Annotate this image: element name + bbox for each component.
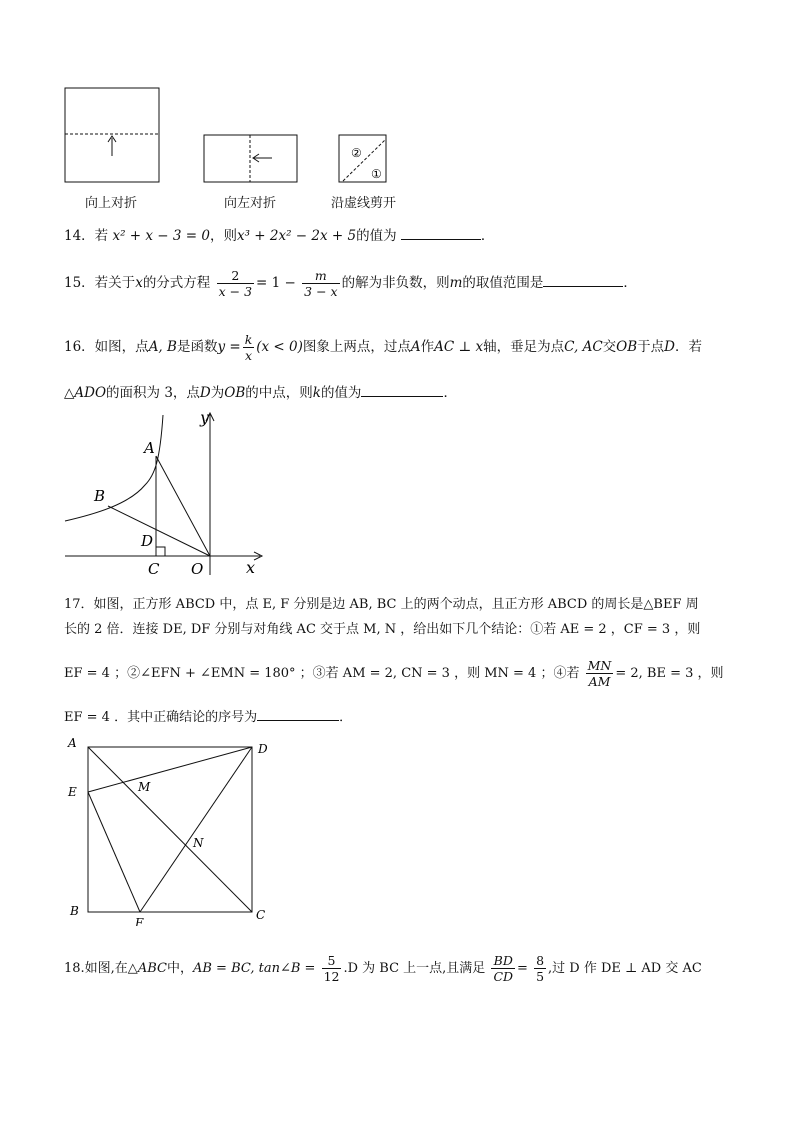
q18-tri: ABC (137, 961, 167, 976)
q16-tri-sym: △ (64, 385, 75, 401)
q15-answer-blank[interactable] (543, 272, 623, 287)
q18-t3: AB = BC, tan∠B = (192, 961, 316, 976)
q15-f2-num: m (302, 268, 339, 284)
label-m: M (138, 780, 151, 794)
q18-f3-den: 5 (536, 969, 545, 984)
q18-fraction-3 (534, 953, 546, 984)
question-16-line-1 (64, 332, 702, 363)
q15-eq-mid: = 1 − (256, 275, 296, 291)
q16-answer-blank[interactable] (361, 382, 443, 397)
q16-pd2: D (199, 385, 211, 401)
q16-pa: A (410, 339, 421, 355)
q15-tail: 的解为非负数，则 (341, 275, 450, 291)
q15-fraction-2 (302, 268, 339, 299)
mark-1: ① (371, 167, 382, 181)
q16-func-y: y = (217, 339, 241, 355)
label-c: C (148, 560, 160, 578)
caption-fold-left: 向左对折 (224, 196, 277, 211)
q16-t9: 的面积为 3，点 (106, 385, 200, 401)
q15-end: ． (623, 275, 637, 291)
q16-pob: OB (616, 339, 638, 355)
q16-t6: 交 (602, 339, 617, 355)
q16-end: ． (443, 385, 457, 401)
q16-cond: (x < 0) (256, 339, 303, 355)
q18-t1: 18.如图,在△ (64, 961, 138, 976)
q16-f-num: k (244, 332, 253, 347)
label-a: A (68, 736, 77, 750)
q14-answer-blank[interactable] (401, 225, 481, 240)
fold-figure (60, 84, 400, 188)
q18-f1-den: 12 (323, 969, 340, 984)
q14-end: ． (480, 228, 495, 244)
q17-fraction (586, 658, 614, 689)
q16-t10: 为 (210, 385, 225, 401)
q14-expression: x³ + 2x² − 2x + 5 (236, 228, 357, 244)
q16-perp: AC ⊥ x (434, 339, 484, 355)
q15-f1-den: x − 3 (218, 284, 253, 299)
q15-f1-num: 2 (217, 268, 254, 284)
hyperbola-curve (65, 415, 163, 521)
q18-f3-num: 8 (536, 953, 545, 968)
segment-de (88, 747, 252, 792)
q16-t8: ．若 (674, 339, 702, 355)
q18-fraction-1 (322, 953, 342, 984)
question-17-line-3 (64, 658, 724, 689)
q15-tail2: 的取值范围是 (462, 275, 544, 291)
square-fold-up (65, 88, 159, 182)
question-17-line-1: 17．如图，正方形 ABCD 中，点 E, F 分别是边 AB, BC 上的两个动点，且正方形 ABCD 的周长是△BEF 周 (64, 597, 699, 612)
right-angle-mark (156, 547, 165, 556)
q15-number: 15．若关于 (64, 275, 136, 291)
question-16-line-2 (64, 382, 457, 403)
q18-f1-num: 5 (322, 953, 342, 969)
q14-equation: x² + x − 3 = 0 (112, 228, 210, 244)
q17-end: ． (339, 710, 353, 725)
segment-ef (88, 792, 140, 912)
q17-answer-blank[interactable] (257, 706, 339, 721)
question-14 (64, 225, 494, 246)
segment-ao (156, 456, 210, 556)
q16-f-den: x (244, 348, 252, 363)
q16-t11: 的中点，则 (245, 385, 313, 401)
caption-fold-up: 向上对折 (85, 196, 138, 211)
q18-t5: = (517, 961, 528, 976)
square-figure (62, 734, 282, 926)
question-18 (64, 953, 702, 984)
q16-t5: 轴，垂足为点 (483, 339, 565, 355)
q18-fraction-2 (491, 953, 515, 984)
q18-t6: ,过 D 作 DE ⊥ AD 交 AC (548, 961, 702, 976)
q17-t1: EF = 4 ；②∠EFN + ∠EMN = 180° ；③若 AM = 2, CN = 3 ，则 MN = 4 ；④若 (64, 666, 580, 681)
q14-mid: ，则 (209, 228, 237, 244)
label-b: B (94, 487, 106, 505)
q15-var-m: m (449, 275, 463, 291)
q14-tail: 的值为 (356, 228, 397, 244)
label-b: B (70, 904, 79, 918)
label-e: E (68, 785, 77, 799)
q16-t1: 16．如图，点 (64, 339, 149, 355)
q18-f2-den: CD (493, 969, 514, 984)
q16-pd: D (664, 339, 675, 355)
question-17-line-2: 长的 2 倍．连接 DE, DF 分别与对角线 AC 交于点 M, N ，给出如下几个结论：①若 AE = 2 ，CF = 3 ，则 (64, 622, 701, 637)
question-15 (64, 268, 637, 299)
segment-bo (108, 506, 210, 556)
q16-pc: C, AC (564, 339, 603, 355)
q16-tri: ADO (74, 385, 107, 401)
label-d: D (141, 532, 154, 550)
q15-mid: 的分式方程 (142, 275, 211, 291)
q16-t12: 的值为 (320, 385, 362, 401)
q14-number: 14．若 (64, 228, 109, 244)
q15-fraction-1 (217, 268, 254, 299)
q15-var: x (135, 275, 143, 291)
q18-f2-num: BD (491, 953, 515, 969)
q16-t3: 图象上两点，过点 (302, 339, 411, 355)
label-n: N (193, 836, 204, 850)
q16-pts: A, B (148, 339, 177, 355)
q16-pob2: OB (224, 385, 246, 401)
label-x: x (246, 558, 256, 577)
q17-f-den: AM (588, 674, 611, 689)
caption-cut: 沿虚线剪开 (331, 196, 397, 211)
mark-2: ② (351, 146, 362, 160)
q16-t2: 是函数 (176, 339, 218, 355)
label-a: A (144, 439, 155, 457)
hyperbola-figure (60, 405, 275, 580)
q16-vk: k (312, 385, 321, 401)
q18-t4: .D 为 BC 上一点,且满足 (343, 961, 486, 976)
q16-t7: 于点 (637, 339, 665, 355)
q16-fraction (243, 332, 255, 363)
q15-f2-den: 3 − x (304, 284, 338, 299)
diagonal-ac (88, 747, 252, 912)
q17-t3: EF = 4 ．其中正确结论的序号为 (64, 710, 258, 725)
question-17-line-4 (64, 706, 352, 728)
label-f: F (135, 916, 144, 926)
segment-df (140, 747, 252, 912)
q17-t2: = 2, BE = 3 ，则 (615, 666, 724, 681)
label-o: O (191, 560, 204, 578)
q17-f-num: MN (587, 658, 612, 673)
q16-t4: 作 (420, 339, 435, 355)
label-c: C (256, 908, 266, 922)
q18-t2: 中， (166, 961, 193, 976)
label-y: y (200, 408, 210, 427)
label-d: D (258, 742, 268, 756)
